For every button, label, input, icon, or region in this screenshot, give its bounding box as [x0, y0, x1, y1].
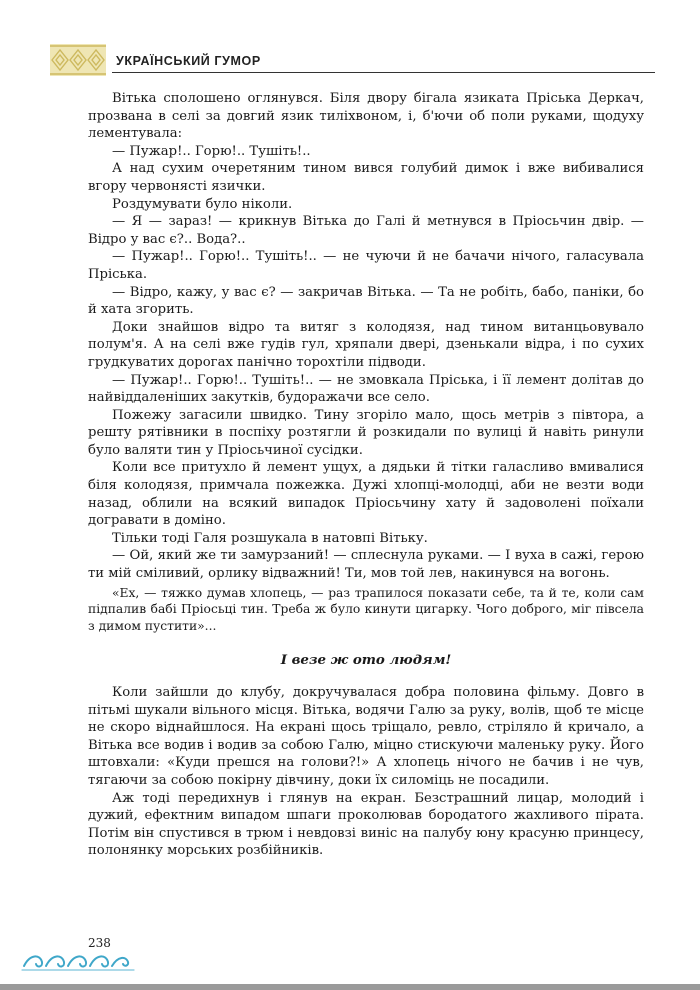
paragraph: — Пужар!.. Горю!.. Тушіть!.. — не чуючи й не бачачи нічого, галасувала Пріська.	[88, 249, 644, 282]
paragraph: Коли зайшли до клубу, докручувалася добра половина фільму. Довго в пітьмі шукали вільного місця. Вітька, водячи Галю за руку, волів, щоб те місце не скоро віднайшлося. На екрані щось тріщало, ревло, стріляло й кричало, а Вітька все водив і водив за собою Галю, міцно стискуючи маленьку руку. Його штовхали: «Куди прешся на голови?!» А хлопець нічого не бачив і не чув, тягаючи за собою покірну дівчину, доки їх силоміць не посадили.	[88, 685, 644, 788]
paragraph: Вітька сполошено оглянувся. Біля двору бігала язиката Пріська Деркач, прозвана в селі за довгий язик тиліхвоном, і, б'ючи об поли руками, щодуху лементувала:	[88, 91, 644, 142]
page-header	[50, 44, 655, 78]
paragraph: Роздумувати було ніколи.	[112, 196, 293, 212]
paragraph: А над сухим очеретяним тином вився голубий димок і вже вибивалися вгору червонясті язички.	[88, 161, 644, 194]
paragraph: — Ой, який же ти замурзаний! — сплеснула руками. — І вуха в сажі, герою ти мій сміливий, орлику відважний! Ти, мов той лев, накинувся на вогонь.	[88, 548, 644, 582]
paragraph: Коли все притухло й лемент ущух, а дядьки й тітки галасливо вмивалися біля колодязя, примчала пожежка. Дужі хлопці-молодці, аби не везти води назад, облили на всякий випадок Пріосьчину хату й задоволені поїхали догравати в доміно.	[88, 460, 644, 529]
embroidery-ornament-icon	[50, 44, 106, 76]
section-title: УКРАЇНСЬКИЙ ГУМОР	[116, 54, 261, 68]
chapter-subheading: І везе ж ото людям!	[280, 652, 452, 669]
paragraph: — Пужар!.. Горю!.. Тушіть!..	[112, 143, 311, 159]
story-text	[88, 90, 644, 860]
wave-ornament-icon	[20, 948, 138, 974]
header-divider	[112, 72, 655, 73]
paragraph: — Відро, кажу, у вас є? — закричав Вітька. — Та не робіть, бабо, паніки, бо й хата згорить.	[88, 284, 644, 318]
page-bottom-edge	[0, 984, 700, 990]
inner-thought-quote: «Ех, — тяжко думав хлопець, — раз трапилося показати себе, та й те, коли сам підпалив бабі Пріосьці тин. Треба ж було кинути цигарку. Чого доброго, міг півсела з димом пустити»...	[88, 585, 644, 633]
page-number: 238	[88, 936, 111, 950]
paragraph: — Я — зараз! — крикнув Вітька до Галі й метнувся в Пріосьчин двір. — Відро у вас є?.. Вода?..	[88, 214, 644, 247]
paragraph: Доки знайшов відро та витяг з колодязя, над тином витанцьовувало полум'я. А на селі вже гудів гул, хряпали двері, дзенькали відра, і по сухих грудкуватих дорогах панічно торохтіли підводи.	[88, 319, 644, 370]
paragraph: Пожежу загасили швидко. Тину згоріло мало, щось метрів з півтора, а решту рятівники в поспіху розтягли й розкидали по вулиці й навіть ринули було валяти тин у Пріосьчиної сусідки.	[88, 407, 644, 458]
paragraph: — Пужар!.. Горю!.. Тушіть!.. — не змовкала Пріська, і її лемент долітав до найвіддаленіших закутків, будоражачи все село.	[88, 372, 644, 406]
paragraph: Аж тоді передихнув і глянув на екран. Безстрашний лицар, молодий і дужий, ефектним випадом шпаги проколював бородатого жахливого пірата. Потім він спустився в трюм і невдовзі виніс на палубу юну красуню принцесу, полонянку морських розбійників.	[88, 790, 644, 859]
paragraph: Тільки тоді Галя розшукала в натовпі Вітьку.	[112, 530, 428, 546]
